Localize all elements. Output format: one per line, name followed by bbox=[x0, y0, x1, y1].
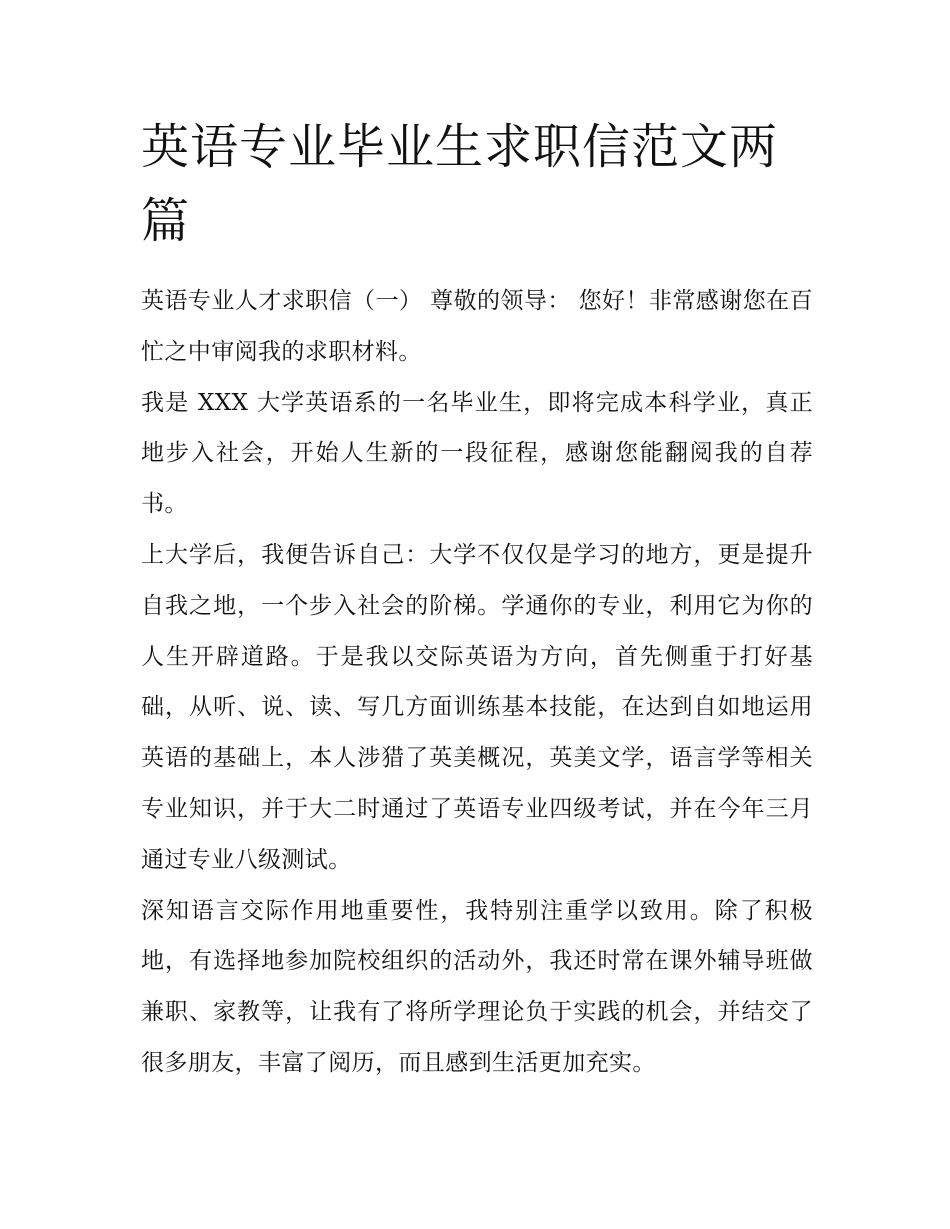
paragraph-practice: 深知语言交际作用地重要性，我特别注重学以致用。除了积极地，有选择地参加院校组织的活动外，我还时常在课外辅导班做兼职、家教等，让我有了将所学理论负于实践的机会，并结交了很多朋友，丰富了阅历，而且感到生活更加充实。 bbox=[141, 897, 813, 1076]
document-title: 英语专业毕业生求职信范文两篇 bbox=[141, 119, 779, 249]
document-body bbox=[141, 110, 813, 1089]
paragraph-intro: 英语专业人才求职信（一） 尊敬的领导： 您好！非常感谢您在百忙之中审阅我的求职材料。 bbox=[141, 288, 813, 365]
paragraph-education: 上大学后，我便告诉自己：大学不仅仅是学习的地方，更是提升自我之地，一个步入社会的阶梯。学通你的专业，利用它为你的人生开辟道路。于是我以交际英语为方向，首先侧重于打好基础，从听、说、读、写几方面训练基本技能，在达到自如地运用英语的基础上，本人涉猎了英美概况，英美文学，语言学等相关专业知识，并于大二时通过了英语专业四级考试，并在今年三月通过专业八级测试。 bbox=[141, 541, 813, 873]
paragraph-self-introduction: 我是 XXX 大学英语系的一名毕业生，即将完成本科学业，真正地步入社会，开始人生新的一段征程，感谢您能翻阅我的自荐书。 bbox=[141, 389, 813, 518]
